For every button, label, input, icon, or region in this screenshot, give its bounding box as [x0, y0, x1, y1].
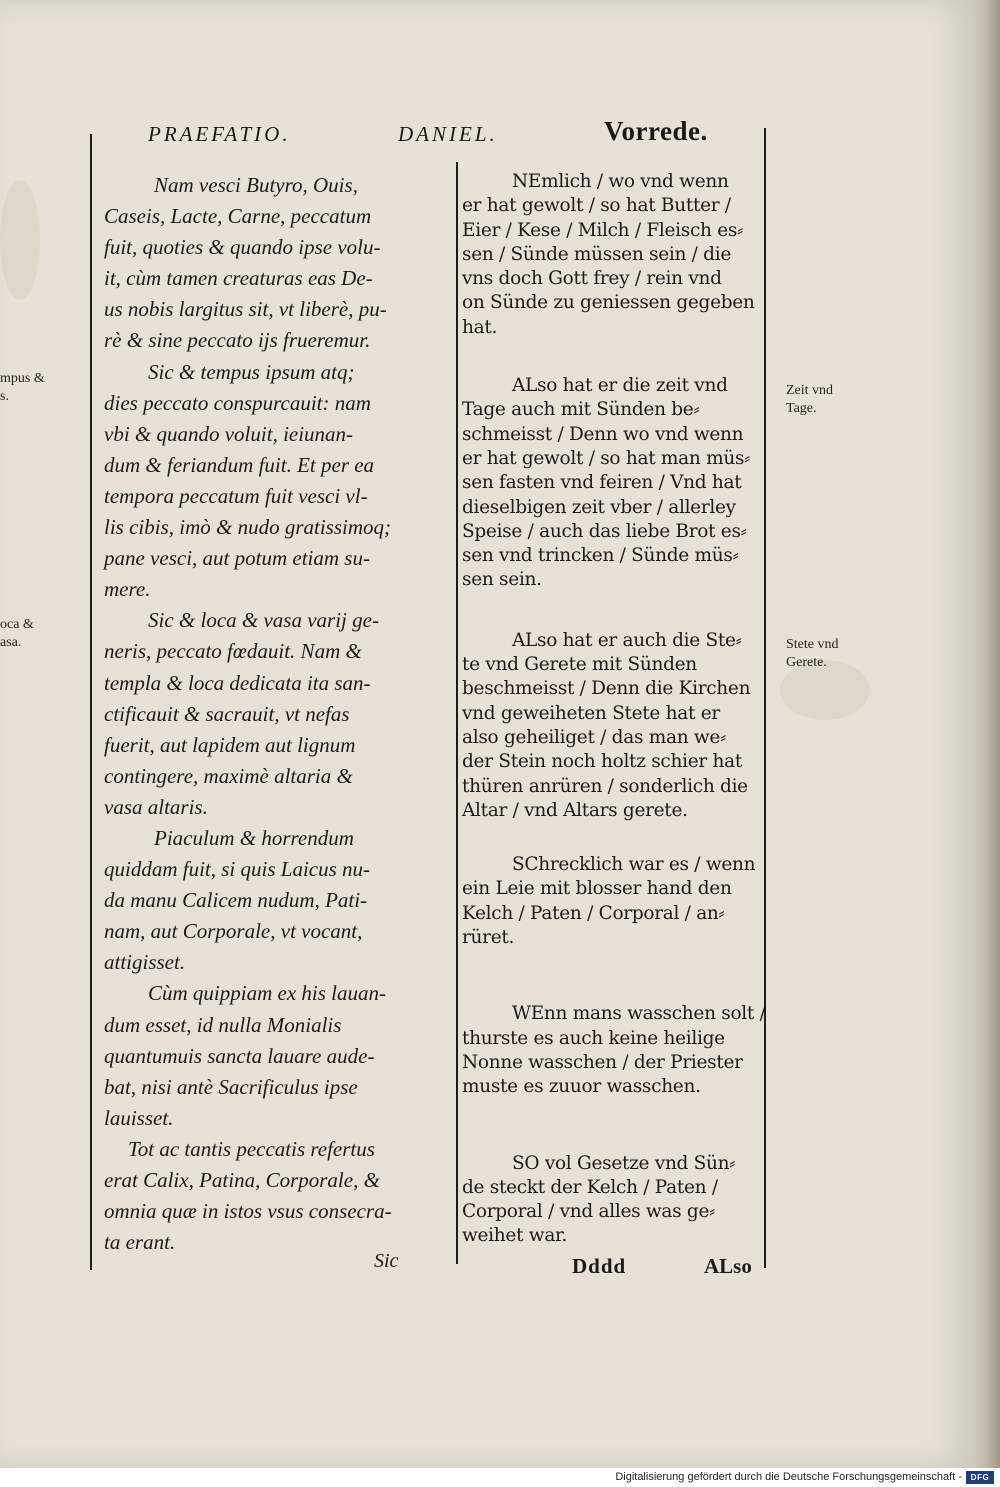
left-column-rule	[90, 134, 92, 1270]
german-paragraph	[462, 629, 764, 823]
digitization-footer	[0, 1468, 1000, 1487]
catchword-latin: Sic	[374, 1250, 399, 1272]
german-line: Speise / auch das liebe Brot es⸗	[462, 520, 747, 542]
latin-line: da manu Calicem nudum, Pati-	[104, 888, 368, 913]
latin-line: Cùm quippiam ex his lauan-	[148, 981, 386, 1006]
german-line: WEnn mans wasschen solt /	[512, 1003, 766, 1025]
latin-line: dum & feriandum fuit. Et per ea	[104, 452, 375, 477]
german-line: Eier / Kese / Milch / Fleisch es⸗	[462, 219, 743, 241]
latin-line: Piaculum & horrendum	[154, 825, 354, 850]
german-line: te vnd Gerete mit Sünden	[462, 654, 697, 676]
german-paragraph	[462, 374, 764, 593]
german-line: er hat gewolt / so hat man müs⸗	[462, 447, 750, 469]
german-line: sen fasten vnd feiren / Vnd hat	[462, 472, 742, 494]
german-line: sen / Sünde müssen sein / die	[462, 243, 731, 265]
german-line: sen vnd trincken / Sünde müs⸗	[462, 545, 739, 567]
latin-line: us nobis largitus sit, vt liberè, pu-	[104, 297, 387, 322]
german-paragraph	[462, 1002, 764, 1099]
funding-credit: Digitalisierung gefördert durch die Deutsche Forschungsgemeinschaft -	[615, 1471, 962, 1483]
marginal-line: Gerete.	[786, 655, 827, 670]
german-line: also geheiliget / das man we⸗	[462, 726, 726, 748]
marginal-line: s.	[0, 389, 9, 404]
german-line: muste es zuuor wasschen.	[462, 1076, 701, 1098]
page-stain	[0, 180, 40, 300]
marginal-line: Stete vnd	[786, 637, 839, 652]
latin-line: fuerit, aut lapidem aut lignum	[104, 732, 356, 757]
german-line: NEmlich / wo vnd wenn	[512, 171, 729, 192]
right-marginal-note	[786, 382, 833, 418]
latin-line: vbi & quando voluit, ieiunan-	[104, 421, 354, 446]
german-paragraph	[462, 1152, 764, 1249]
catchword-german: ALso	[704, 1254, 752, 1278]
german-line: Altar / vnd Altars gerete.	[462, 799, 688, 821]
latin-line: quantumuis sancta lauare aude-	[104, 1043, 375, 1068]
latin-line: Sic & tempus ipsum atq;	[148, 359, 355, 384]
latin-line: Tot ac tantis peccatis refertus	[128, 1136, 375, 1161]
running-head-book: DANIEL.	[398, 122, 498, 146]
latin-line: Nam vesci Butyro, Ouis,	[154, 173, 358, 197]
latin-line: nam, aut Corporale, vt vocant,	[104, 919, 363, 944]
latin-line: templa & loca dedicata ita san-	[104, 670, 371, 695]
german-column	[462, 170, 764, 1249]
latin-line: mere.	[104, 577, 151, 602]
latin-line: omnia quæ in istos vsus consecra-	[104, 1199, 392, 1224]
german-line: Nonne wasschen / der Priester	[462, 1051, 743, 1073]
german-line: de steckt der Kelch / Paten /	[462, 1176, 718, 1198]
latin-line: attigisset.	[104, 950, 186, 975]
latin-line: neris, peccato fœdauit. Nam &	[104, 639, 362, 664]
german-line: SChrecklich war es / wenn	[512, 854, 756, 876]
german-line: Kelch / Paten / Corporal / an⸗	[462, 902, 725, 924]
german-line: rüret.	[462, 927, 515, 949]
latin-line: dies peccato conspurcauit: nam	[104, 390, 371, 415]
latin-line: pane vesci, aut potum etiam su-	[104, 546, 370, 571]
marginal-line: Tage.	[786, 401, 817, 416]
german-line: ALso hat er die zeit vnd	[512, 375, 728, 397]
dfg-logo: DFG	[966, 1471, 994, 1484]
german-line: thurste es auch keine heilige	[462, 1027, 725, 1049]
left-marginal-note	[0, 370, 45, 406]
german-line: vns doch Gott frey / rein vnd	[462, 268, 722, 290]
german-line: sen sein.	[462, 569, 542, 591]
german-line: weihet war.	[462, 1225, 568, 1247]
running-head-latin: PRAEFATIO.	[148, 122, 291, 146]
signature-mark: Dddd	[572, 1254, 627, 1278]
german-line: hat.	[462, 316, 498, 338]
latin-line: erat Calix, Patina, Corporale, &	[104, 1168, 380, 1192]
right-marginal-note	[786, 636, 839, 672]
running-head-german: Vorrede.	[604, 116, 708, 146]
latin-line: rè & sine peccato ijs frueremur.	[104, 328, 371, 353]
german-line: dieselbigen zeit vber / allerley	[462, 496, 736, 518]
german-line: Tage auch mit Sünden be⸗	[462, 399, 700, 421]
latin-line: fuit, quoties & quando ipse volu-	[104, 235, 381, 260]
german-line: vnd geweiheten Stete hat er	[462, 702, 720, 724]
german-line: er hat gewolt / so hat Butter /	[462, 195, 731, 217]
marginal-line: Zeit vnd	[786, 383, 834, 398]
latin-line: Sic & loca & vasa varij ge-	[148, 608, 379, 633]
page-fore-edge	[975, 0, 1000, 1468]
latin-line: ctificauit & sacrauit, vt nefas	[104, 701, 350, 726]
marginal-line: asa.	[0, 635, 22, 650]
left-marginal-note	[0, 616, 34, 652]
latin-column	[104, 170, 404, 1258]
german-line: schmeisst / Denn wo vnd wenn	[462, 423, 744, 445]
latin-line: bat, nisi antè Sacrificulus ipse	[104, 1074, 358, 1099]
german-line: thüren anrüren / sonderlich die	[462, 775, 748, 797]
latin-line: lauisset.	[104, 1105, 174, 1130]
german-line: der Stein noch holtz schier hat	[462, 751, 742, 773]
latin-line: vasa altaris.	[104, 794, 208, 819]
german-paragraph	[462, 170, 764, 340]
marginal-line: oca &	[0, 617, 34, 632]
latin-line: it, cùm tamen creaturas eas De-	[104, 266, 373, 291]
german-line: Corporal / vnd alles was ge⸗	[462, 1201, 715, 1223]
marginal-line: mpus &	[0, 371, 45, 386]
german-line: ein Leie mit blosser hand den	[462, 878, 732, 900]
latin-line: ta erant.	[104, 1230, 176, 1255]
middle-column-rule	[456, 162, 458, 1264]
german-line: on Sünde zu geniessen gegeben	[462, 292, 755, 314]
latin-line: quiddam fuit, si quis Laicus nu-	[104, 857, 371, 882]
latin-line: lis cibis, imò & nudo gratissimoq;	[104, 515, 392, 540]
latin-line: Caseis, Lacte, Carne, peccatum	[104, 204, 372, 229]
german-line: SO vol Gesetze vnd Sün⸗	[512, 1152, 736, 1174]
right-column-rule	[764, 128, 766, 1268]
german-paragraph	[462, 853, 764, 950]
german-line: beschmeisst / Denn die Kirchen	[462, 678, 751, 700]
latin-line: tempora peccatum fuit vesci vl-	[104, 483, 368, 508]
latin-line: dum esset, id nulla Monialis	[104, 1012, 342, 1037]
german-line: ALso hat er auch die Ste⸗	[512, 629, 742, 651]
latin-line: contingere, maximè altaria &	[104, 763, 353, 788]
